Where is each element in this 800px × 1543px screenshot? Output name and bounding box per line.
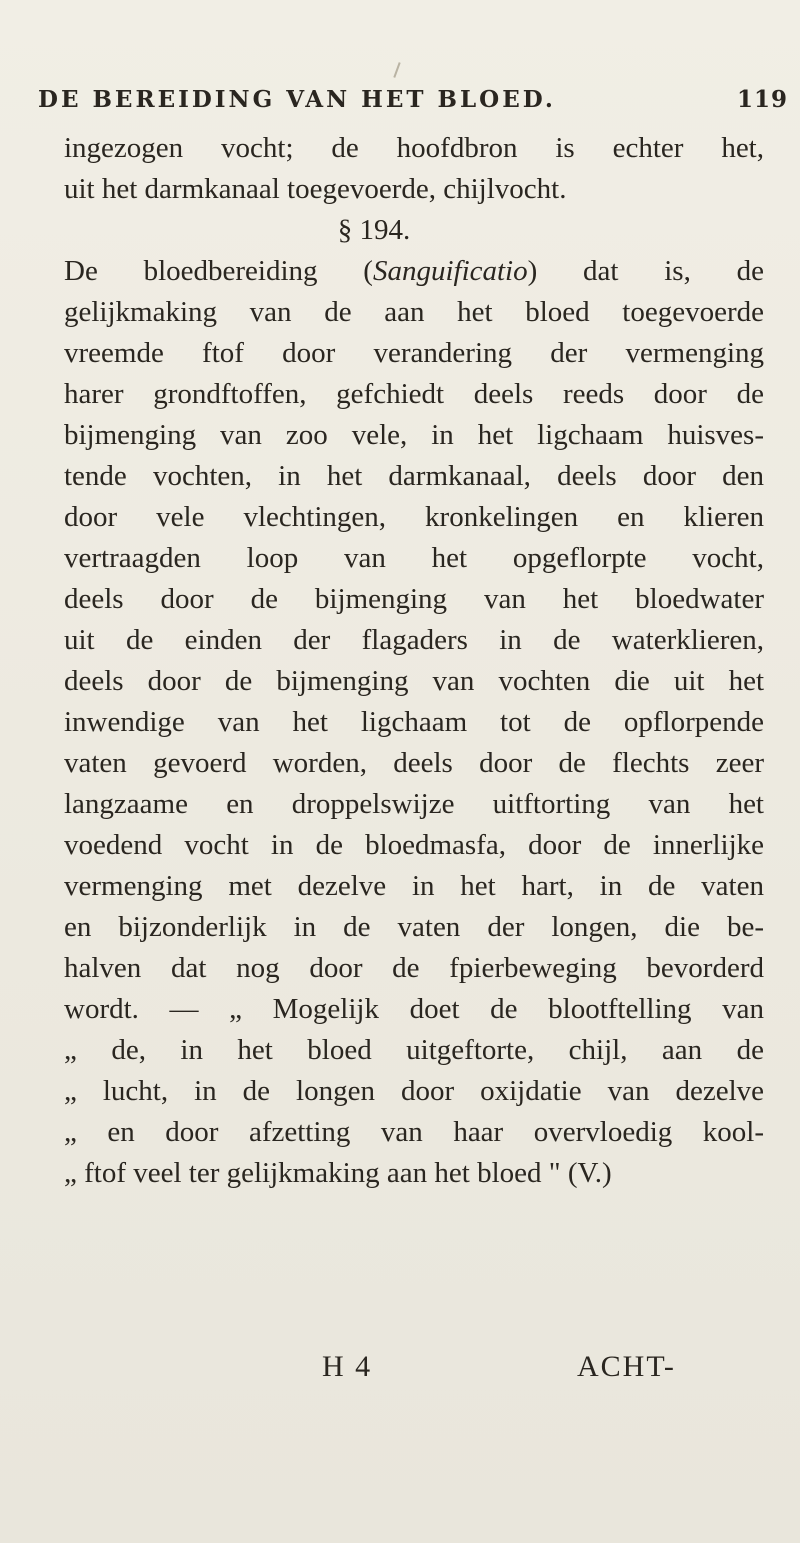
text-line: tende vochten, in het darmkanaal, deels door den <box>64 460 764 492</box>
text-line: vertraagden loop van het opgeflorpte vocht, <box>64 542 764 574</box>
text-line: inwendige van het ligchaam tot de opflorpende <box>64 706 764 738</box>
text-line: deels door de bijmenging van vochten die uit het <box>64 665 764 697</box>
text-line: ingezogen vocht; de hoofdbron is echter het, <box>64 132 764 164</box>
text-line: vaten gevoerd worden, deels door de flechts zeer <box>64 747 764 779</box>
text-line: „ ftof veel ter gelijkmaking aan het bloed " (V.) <box>64 1157 612 1189</box>
catchword: ACHT- <box>577 1350 676 1383</box>
text-line: De bloedbereiding (Sanguificatio) dat is, de <box>64 255 764 287</box>
text-line: deels door de bijmenging van het bloedwater <box>64 583 764 615</box>
text-line: uit de einden der flagaders in de waterklieren, <box>64 624 764 656</box>
text-line: „ de, in het bloed uitgeftorte, chijl, aan de <box>64 1034 764 1066</box>
text-line: en bijzonderlijk in de vaten der longen, die be- <box>64 911 764 943</box>
text-line: door vele vlechtingen, kronkelingen en klieren <box>64 501 764 533</box>
text-line: voedend vocht in de bloedmasfa, door de innerlijke <box>64 829 764 861</box>
text-line: bijmenging van zoo vele, in het ligchaam huisves- <box>64 419 764 451</box>
text-line: „ en door afzetting van haar overvloedig kool- <box>64 1116 764 1148</box>
text-line: langzaame en droppelswijze uitftorting van het <box>64 788 764 820</box>
text-line: halven dat nog door de fpierbeweging bevorderd <box>64 952 764 984</box>
text-line: wordt. — „ Mogelijk doet de blootftelling van <box>64 993 764 1025</box>
section-number: § 194. <box>337 214 411 246</box>
text-line: vreemde ftof door verandering der vermenging <box>64 337 764 369</box>
signature-mark: H 4 <box>322 1350 373 1383</box>
page-number: 119 <box>736 86 788 113</box>
text-line: vermenging met dezelve in het hart, in de vaten <box>64 870 764 902</box>
text-line: harer grondftoffen, gefchiedt deels reeds door de <box>64 378 764 410</box>
text-line: „ lucht, in de longen door oxijdatie van dezelve <box>64 1075 764 1107</box>
ink-speck <box>393 62 400 78</box>
text-line: gelijkmaking van de aan het bloed toegevoerde <box>64 296 764 328</box>
text-line: uit het darmkanaal toegevoerde, chijlvocht. <box>64 173 567 205</box>
running-head-title: DE BEREIDING VAN HET BLOED. <box>38 86 556 113</box>
body-text <box>64 128 764 1194</box>
